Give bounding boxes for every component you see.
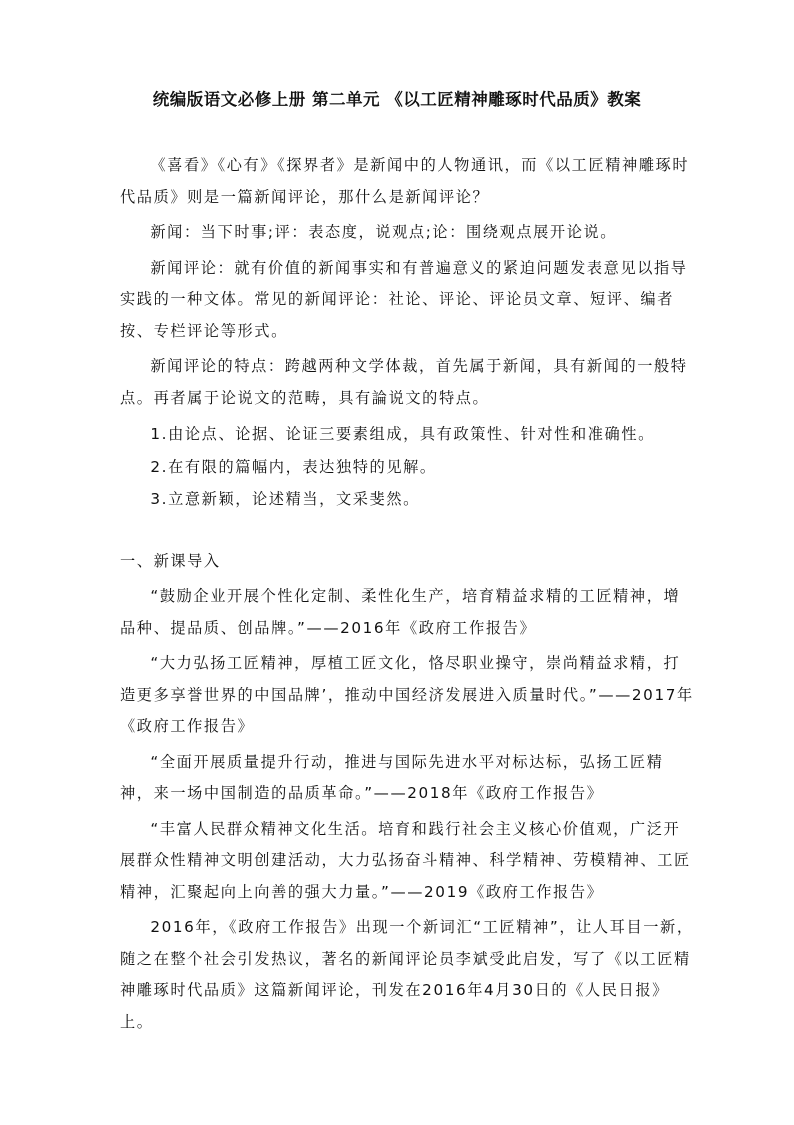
document-body: [120, 150, 694, 1038]
quote-paragraph: “丰富人民群众精神文化生活。培育和践行社会主义核心价值观，广泛开展群众性精神文明创建活动，大力弘扬奋斗精神、科学精神、劳模精神、工匠精神，汇聚起向上向善的强大力量。”——2019《政府工作报告》: [120, 819, 691, 901]
feature-item: 1.由论点、论据、论证三要素组成，具有政策性、针对性和准确性。: [150, 425, 655, 443]
intro-paragraph: 《喜看》《心有》《探界者》是新闻中的人物通讯，而《以工匠精神雕琢时代品质》则是一篇新闻评论，那什么是新闻评论？: [120, 156, 690, 206]
intro-paragraph: 新闻：当下时事;评：表态度，说观点;论：围绕观点展开论说。: [150, 223, 618, 241]
section-heading: 一、新课导入: [120, 551, 221, 570]
feature-item: 3.立意新颖，论述精当，文采斐然。: [150, 490, 420, 508]
document-title: 统编版语文必修上册 第二单元 《以工匠精神雕琢时代品质》教案: [152, 90, 642, 109]
closing-paragraph: 2016年，《政府工作报告》出现一个新词汇“工匠精神”，让人耳目一新，随之在整个社会引发热议，著名的新闻评论员李斌受此启发，写了《以工匠精神雕琢时代品质》这篇新闻评论，刊发在2016年4月30日的《人民日报》上。: [120, 918, 694, 1031]
intro-paragraph: 新闻评论：就有价值的新闻事实和有普遍意义的紧迫问题发表意见以指导实践的一种文体。常见的新闻评论：社论、评论、评论员文章、短评、编者按、专栏评论等形式。: [120, 258, 688, 340]
quote-paragraph: “大力弘扬工匠精神，厚植工匠文化，恪尽职业操守，崇尚精益求精，打造更多享誉世界的中国品牌’，推动中国经济发展进入质量时代。”——2017年《政府工作报告》: [120, 654, 694, 735]
quote-paragraph: “鼓励企业开展个性化定制、柔性化生产，培育精益求精的工匠精神，增品种、提品质、创品牌。”——2016年《政府工作报告》: [120, 587, 681, 637]
feature-item: 2.在有限的篇幅内，表达独特的见解。: [150, 457, 437, 476]
intro-paragraph: 新闻评论的特点：跨越两种文学体裁，首先属于新闻，具有新闻的一般特点。再者属于论说文的范畴，具有論说文的特点。: [120, 357, 688, 407]
quote-paragraph: “全面开展质量提升行动，推进与国际先进水平对标达标，弘扬工匠精神，来一场中国制造的品质革命。”——2018年《政府工作报告》: [120, 752, 664, 802]
